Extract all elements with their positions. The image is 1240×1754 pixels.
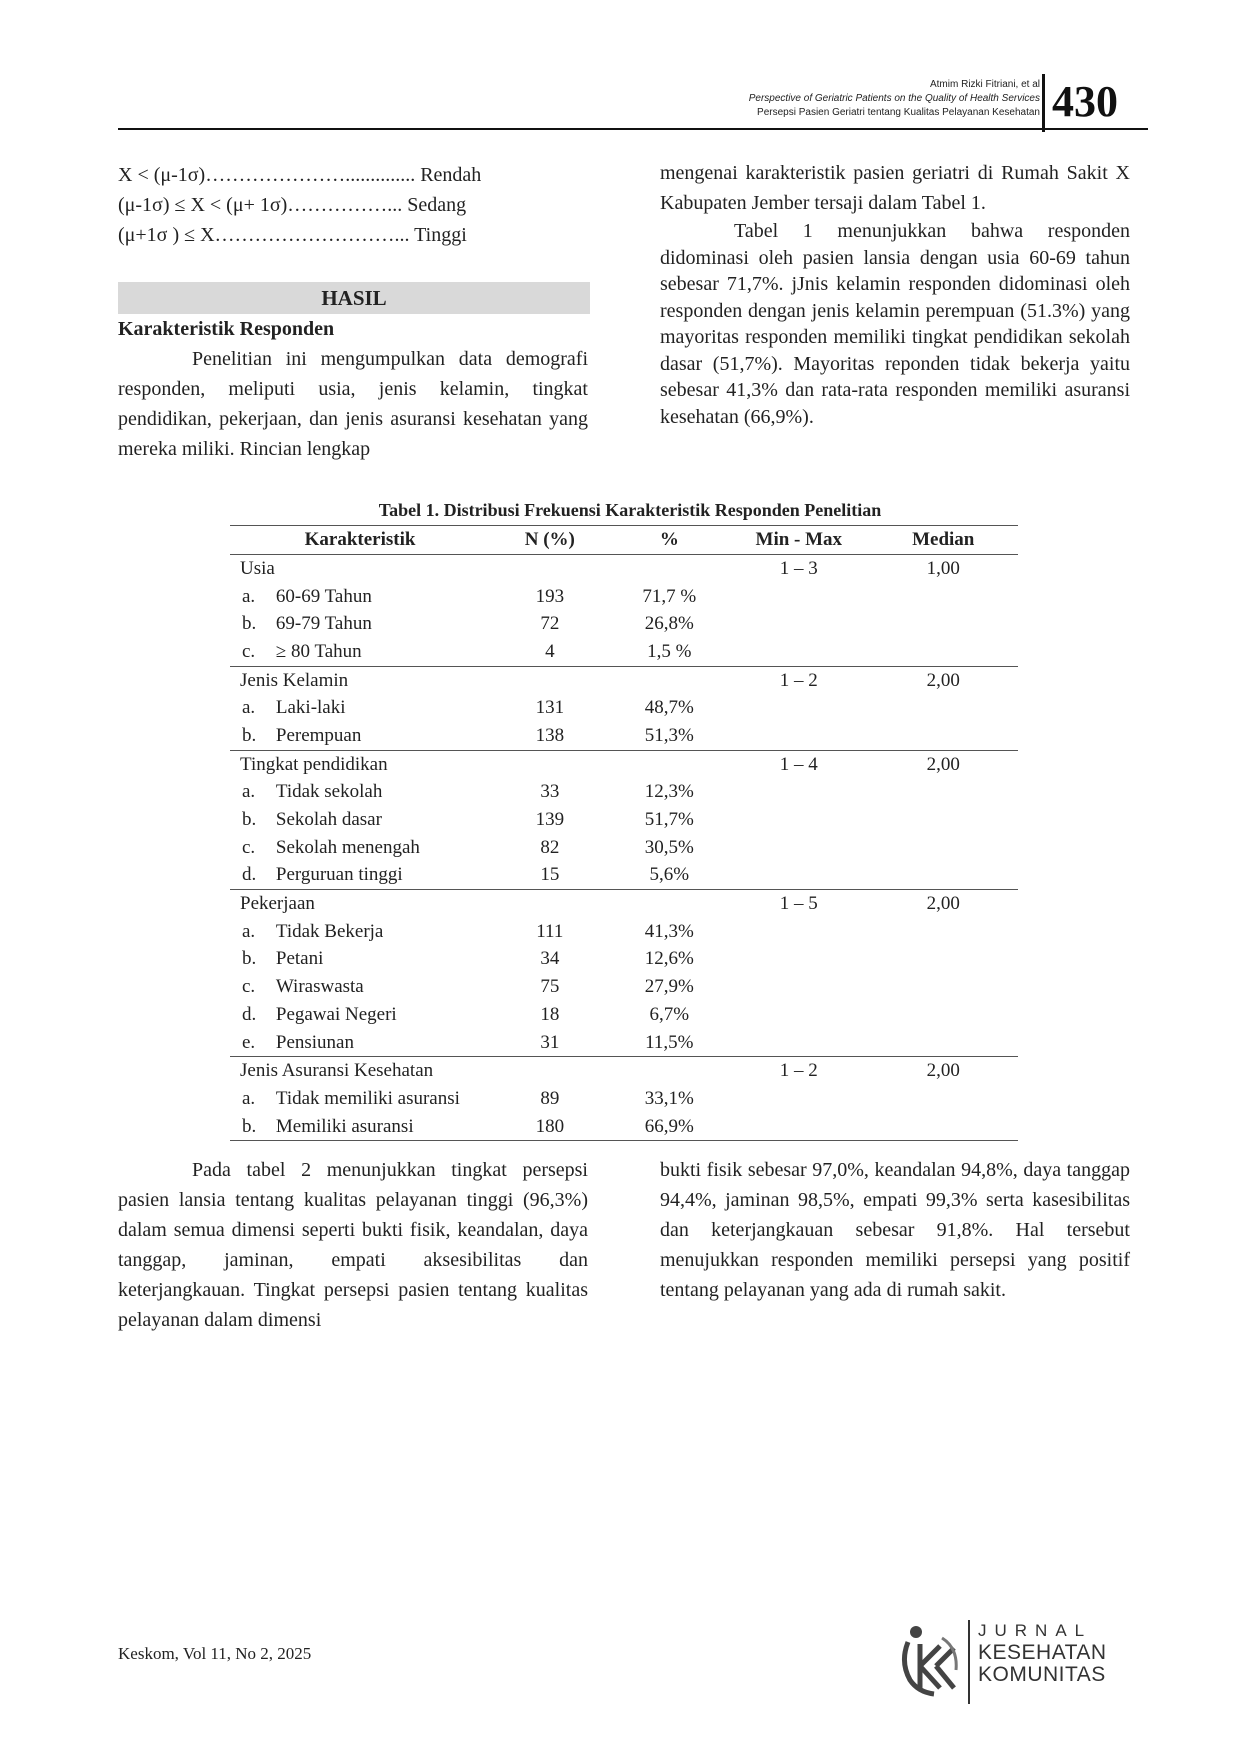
group-label: Pekerjaan bbox=[230, 890, 490, 918]
table-row bbox=[230, 918, 1018, 946]
cell-label: Laki-laki bbox=[275, 697, 346, 719]
cell-empty bbox=[868, 694, 1018, 722]
cell-label: Petani bbox=[275, 948, 324, 970]
left-column-bottom bbox=[118, 1155, 588, 1335]
cell-empty bbox=[868, 1113, 1018, 1141]
table-row bbox=[230, 638, 1018, 666]
cell-empty bbox=[490, 1057, 609, 1085]
table-row bbox=[230, 862, 1018, 890]
cell-empty bbox=[868, 610, 1018, 638]
cell-empty bbox=[729, 862, 868, 890]
cell-letter: a. bbox=[242, 585, 256, 607]
cell-empty bbox=[729, 1085, 868, 1113]
cell-count: 33 bbox=[540, 781, 560, 803]
cell-empty bbox=[868, 834, 1018, 862]
cell-median: 2,00 bbox=[868, 666, 1018, 694]
category-formula bbox=[118, 160, 481, 250]
cell-count: 75 bbox=[540, 976, 560, 998]
table-header-row bbox=[230, 526, 1018, 555]
cell-percent: 66,9% bbox=[610, 1113, 730, 1141]
cell-empty bbox=[868, 918, 1018, 946]
right-column-bottom bbox=[660, 1155, 1130, 1305]
cell-percent: 30,5% bbox=[644, 836, 694, 858]
table-row bbox=[230, 1085, 1018, 1113]
cell-letter: d. bbox=[242, 864, 257, 886]
cell-empty bbox=[868, 722, 1018, 750]
table-group-row bbox=[230, 890, 1018, 918]
paragraph: Penelitian ini mengumpulkan data demografi responden, meliputi usia, jenis kelamin, tingkat pendidikan, pekerjaan, dan jenis asuransi kesehatan yang mereka miliki. Rincian lengkap bbox=[118, 348, 588, 460]
cell-letter: a. bbox=[242, 781, 256, 803]
characteristics-table bbox=[230, 525, 1018, 1141]
left-column-intro bbox=[118, 344, 588, 464]
cell-empty bbox=[868, 779, 1018, 807]
cell-label: ≥ 80 Tahun bbox=[275, 640, 362, 662]
cell-count: 138 bbox=[535, 724, 565, 746]
cell-label: Perempuan bbox=[275, 724, 362, 746]
cell-count: 131 bbox=[535, 697, 565, 719]
cell-percent: 41,3% bbox=[644, 920, 694, 942]
cell-count: 15 bbox=[540, 864, 560, 886]
cell-label: Perguruan tinggi bbox=[275, 864, 403, 886]
cell-percent: 71,7 % bbox=[642, 585, 697, 607]
cell-count: 18 bbox=[540, 1003, 560, 1025]
logo-line: JURNAL bbox=[978, 1621, 1093, 1640]
cell-empty bbox=[868, 583, 1018, 611]
cell-empty bbox=[868, 1001, 1018, 1029]
cell-count: 139 bbox=[535, 809, 565, 831]
logo-separator bbox=[968, 1620, 970, 1704]
cell-empty bbox=[610, 555, 730, 583]
table-row bbox=[230, 779, 1018, 807]
cell-count: 111 bbox=[536, 920, 564, 942]
cell-letter: b. bbox=[230, 1113, 276, 1141]
table-group-row bbox=[230, 555, 1018, 583]
cell-minmax: 1 – 2 bbox=[729, 666, 868, 694]
table-row bbox=[230, 834, 1018, 862]
cell-letter: c. bbox=[242, 640, 256, 662]
table-body bbox=[230, 555, 1018, 1141]
table-row bbox=[230, 1113, 1018, 1141]
cell-empty bbox=[729, 1113, 868, 1141]
cell-empty bbox=[868, 973, 1018, 1001]
cell-empty bbox=[610, 1057, 730, 1085]
cell-empty bbox=[610, 890, 730, 918]
cell-label: Sekolah dasar bbox=[275, 809, 382, 831]
cell-count: 89 bbox=[540, 1087, 560, 1109]
cell-count: 31 bbox=[540, 1031, 560, 1053]
cell-letter: a. bbox=[242, 920, 256, 942]
header-rule bbox=[118, 128, 1148, 130]
cell-letter: a. bbox=[242, 697, 256, 719]
cell-empty bbox=[868, 1085, 1018, 1113]
cell-letter: a. bbox=[242, 1087, 256, 1109]
cell-empty bbox=[868, 1029, 1018, 1057]
cell-label: 69-79 Tahun bbox=[275, 613, 372, 635]
group-label: Usia bbox=[230, 555, 490, 583]
group-label: Tingkat pendidikan bbox=[230, 750, 490, 778]
cell-empty bbox=[868, 638, 1018, 666]
group-label: Jenis Asuransi Kesehatan bbox=[230, 1057, 490, 1085]
cell-count: 34 bbox=[540, 948, 560, 970]
cell-percent: 51,3% bbox=[644, 724, 694, 746]
table-row bbox=[230, 973, 1018, 1001]
right-column-intro bbox=[660, 158, 1130, 430]
footer-citation: Keskom, Vol 11, No 2, 2025 bbox=[118, 1644, 312, 1663]
cell-count: 4 bbox=[545, 640, 555, 662]
cell-percent: 26,8% bbox=[644, 613, 694, 635]
cell-letter: c. bbox=[242, 976, 256, 998]
table-row bbox=[230, 946, 1018, 974]
cell-empty bbox=[729, 779, 868, 807]
column-header: Karakteristik bbox=[230, 526, 490, 555]
cell-count: 180 bbox=[490, 1113, 609, 1141]
cell-percent: 33,1% bbox=[644, 1087, 694, 1109]
table-row bbox=[230, 1001, 1018, 1029]
table-row bbox=[230, 1029, 1018, 1057]
cell-empty bbox=[868, 806, 1018, 834]
cell-letter: b. bbox=[242, 724, 257, 746]
header-title-english: Perspective of Geriatric Patients on the Quality of Health Services bbox=[748, 93, 1040, 104]
cell-empty bbox=[729, 694, 868, 722]
cell-empty bbox=[729, 946, 868, 974]
cell-empty bbox=[729, 610, 868, 638]
table-caption: Tabel 1. Distribusi Frekuensi Karakteristik Responden Penelitian bbox=[378, 500, 882, 520]
journal-name bbox=[978, 1620, 1107, 1686]
cell-percent: 27,9% bbox=[644, 976, 694, 998]
cell-empty bbox=[729, 583, 868, 611]
cell-empty bbox=[490, 750, 609, 778]
cell-percent: 5,6% bbox=[649, 864, 690, 886]
cell-empty bbox=[490, 666, 609, 694]
paragraph: Tabel 1 menunjukkan bahwa responden didominasi oleh pasien lansia dengan usia 60-69 tahun sebesar 71,7%. jJnis kelamin responden didominasi oleh responden dengan jenis kelamin perempuan (51.3%) yang mayoritas responden memiliki tingkat pendidikan sekolah dasar (51,7%). Mayoritas reponden tidak bekerja yaitu sebesar 41,3% dan rata-rata responden memiliki asuransi kesehatan (66,9%). bbox=[660, 220, 1130, 428]
cell-empty bbox=[729, 1001, 868, 1029]
cell-percent: 51,7% bbox=[644, 809, 694, 831]
table-row bbox=[230, 694, 1018, 722]
cell-median: 2,00 bbox=[868, 750, 1018, 778]
cell-median: 2,00 bbox=[868, 1057, 1018, 1085]
formula-line-medium: (μ-1σ) ≤ X < (μ+ 1σ)……………... Sedang bbox=[118, 194, 467, 216]
cell-label: Wiraswasta bbox=[275, 976, 364, 998]
cell-minmax: 1 – 3 bbox=[729, 555, 868, 583]
cell-letter: b. bbox=[242, 948, 257, 970]
cell-minmax: 1 – 4 bbox=[729, 750, 868, 778]
cell-letter: d. bbox=[242, 1003, 257, 1025]
running-header bbox=[749, 78, 1040, 120]
table-row bbox=[230, 583, 1018, 611]
cell-count: 72 bbox=[540, 613, 560, 635]
cell-letter: b. bbox=[242, 809, 257, 831]
cell-median: 1,00 bbox=[868, 555, 1018, 583]
header-title-indonesian: Persepsi Pasien Geriatri tentang Kualitas Pelayanan Kesehatan bbox=[757, 107, 1040, 118]
logo-line: KESEHATAN bbox=[978, 1641, 1107, 1664]
cell-empty bbox=[868, 946, 1018, 974]
cell-count: 193 bbox=[535, 585, 565, 607]
cell-median: 2,00 bbox=[868, 890, 1018, 918]
cell-empty bbox=[729, 806, 868, 834]
cell-count: 82 bbox=[540, 836, 560, 858]
cell-label: Sekolah menengah bbox=[275, 836, 420, 858]
table-group-row bbox=[230, 750, 1018, 778]
cell-label: Tidak Bekerja bbox=[275, 920, 384, 942]
cell-empty bbox=[729, 973, 868, 1001]
paragraph: bukti fisik sebesar 97,0%, keandalan 94,8%, daya tanggap 94,4%, jaminan 98,5%, empati 99,3% serta kasesibilitas dan keterjangkauan sebesar 91,8%. Hal tersebut menujukkan responden memiliki persepsi yang positif tentang pelayanan yang ada di rumah sakit. bbox=[660, 1159, 1130, 1301]
cell-label: 60-69 Tahun bbox=[275, 585, 372, 607]
cell-letter: b. bbox=[242, 613, 257, 635]
column-header: N (%) bbox=[490, 526, 609, 555]
paragraph: mengenai karakteristik pasien geriatri di Rumah Sakit X Kabupaten Jember tersaji dalam Tabel 1. bbox=[660, 162, 1130, 214]
cell-empty bbox=[729, 918, 868, 946]
cell-percent: 1,5 % bbox=[647, 640, 692, 662]
table-group-row bbox=[230, 1057, 1018, 1085]
table-row bbox=[230, 722, 1018, 750]
paragraph: Pada tabel 2 menunjukkan tingkat persepsi pasien lansia tentang kualitas pelayanan tinggi (96,3%) dalam semua dimensi seperti bukti fisik, keandalan, daya tanggap, jaminan, empati aksesibilitas dan keterjangkauan. Tingkat persepsi pasien tentang kualitas pelayanan dalam dimensi bbox=[118, 1159, 588, 1331]
cell-empty bbox=[729, 834, 868, 862]
section-heading: HASIL bbox=[118, 282, 590, 314]
table-row bbox=[230, 610, 1018, 638]
cell-percent: 48,7% bbox=[644, 697, 694, 719]
cell-percent: 12,3% bbox=[644, 781, 694, 803]
cell-empty bbox=[610, 666, 730, 694]
cell-percent: 11,5% bbox=[645, 1031, 694, 1053]
cell-percent: 12,6% bbox=[644, 948, 694, 970]
cell-empty bbox=[729, 1029, 868, 1057]
table-group-row bbox=[230, 666, 1018, 694]
group-label: Jenis Kelamin bbox=[230, 666, 490, 694]
cell-percent: 6,7% bbox=[649, 1003, 690, 1025]
table-row bbox=[230, 806, 1018, 834]
formula-line-low: X < (μ-1σ)………………….............. Rendah bbox=[118, 164, 482, 186]
cell-minmax: 1 – 2 bbox=[729, 1057, 868, 1085]
page-number: 430 bbox=[1052, 77, 1118, 126]
header-separator bbox=[1042, 74, 1045, 132]
header-author: Atmim Rizki Fitriani, et al bbox=[929, 79, 1040, 90]
cell-letter: c. bbox=[242, 836, 256, 858]
column-header: % bbox=[610, 526, 730, 555]
logo-line: KOMUNITAS bbox=[978, 1663, 1106, 1686]
formula-line-high: (μ+1σ ) ≤ X………………………... Tinggi bbox=[118, 224, 467, 246]
cell-label: Pegawai Negeri bbox=[275, 1003, 397, 1025]
cell-minmax: 1 – 5 bbox=[729, 890, 868, 918]
cell-empty bbox=[490, 555, 609, 583]
cell-label: Tidak memiliki asuransi bbox=[275, 1087, 460, 1109]
cell-empty bbox=[729, 638, 868, 666]
column-header: Min - Max bbox=[729, 526, 868, 555]
cell-empty bbox=[868, 862, 1018, 890]
cell-label: Memiliki asuransi bbox=[276, 1113, 490, 1141]
cell-empty bbox=[610, 750, 730, 778]
column-header: Median bbox=[868, 526, 1018, 555]
cell-label: Pensiunan bbox=[275, 1031, 354, 1053]
cell-letter: e. bbox=[242, 1031, 256, 1053]
cell-empty bbox=[490, 890, 609, 918]
subsection-heading: Karakteristik Responden bbox=[118, 318, 335, 340]
cell-label: Tidak sekolah bbox=[275, 781, 383, 803]
cell-empty bbox=[729, 722, 868, 750]
